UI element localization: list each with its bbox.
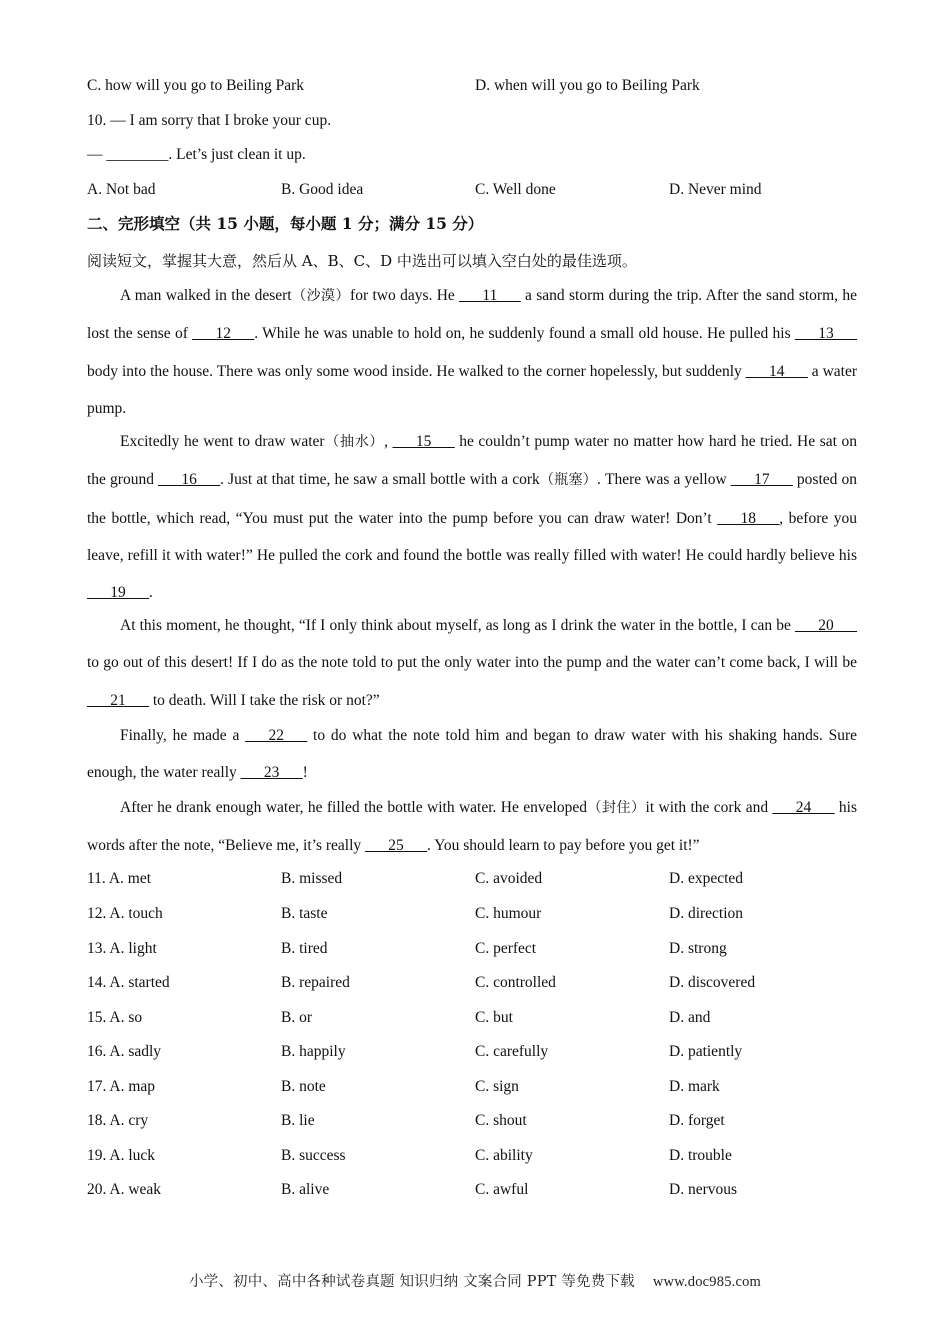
footer-text: 小学、初中、高中各种试卷真题 知识归纳 文案合同 PPT 等免费下载: [188, 1274, 635, 1290]
question-17-options: [87, 1077, 857, 1097]
option-c: C. controlled: [475, 974, 556, 991]
option-a: 19. A. luck: [87, 1147, 156, 1164]
question-12-options: [87, 904, 857, 924]
blank-21: ___21___: [87, 691, 149, 709]
footer-link[interactable]: www.doc985.com: [652, 1274, 762, 1290]
option-b: B. missed: [281, 870, 343, 887]
blank-24: ___24___: [772, 799, 835, 816]
question-9-options: [87, 76, 857, 96]
option-c: C. humour: [475, 905, 542, 922]
section-instruction: 阅读短文，掌握其大意，然后从 A、B、C、D 中选出可以填入空白处的最佳选项。: [87, 252, 637, 270]
page-footer: [0, 1270, 950, 1291]
option-b: B. repaired: [281, 974, 350, 991]
option-c: C. how will you go to Beiling Park: [87, 77, 304, 94]
question-14-options: [87, 973, 857, 993]
passage-paragraph-3: At this moment, he thought, “If I only think about myself, as long as I drink the water in the bottle, I can be ___20___ to go out of this desert! If I do as the note told to put the only water into the pump and the water can’t come back, I will be ___21___ to death. Will I take the risk or not?”: [87, 617, 857, 709]
option-a: 14. A. started: [87, 974, 170, 991]
option-b: B. success: [281, 1147, 346, 1164]
passage-paragraph-5: After he drank enough water, he filled the bottle with water. He enveloped（封住）it with the cork and ___24___ his words after the note, “Believe me, it’s really ___25___. You should learn to pay before you get it!”: [87, 799, 857, 855]
option-a: 16. A. sadly: [87, 1043, 162, 1060]
passage-paragraph-2: Excitedly he went to draw water（抽水）, ___15___ he couldn’t pump water no matter how hard he tried. He sat on the ground ___16___. Just at that time, he saw a small bottle with a cork（瓶塞）. There was a yellow ___17___ posted on the bottle, which read, “You must put the water into the pump before you can draw water! Don’t ___18___, before you leave, refill it with water!” He pulled the cork and found the bottle was really filled with water! He could hardly believe his ___19___.: [87, 433, 858, 602]
option-b: B. alive: [281, 1181, 330, 1198]
option-a: 13. A. light: [87, 940, 157, 957]
passage-paragraph-1: A man walked in the desert（沙漠）for two days. He ___11___ a sand storm during the trip. After the sand storm, he lost the sense of ___12___. While he was unable to hold on, he suddenly found a small old house. He pulled his ___13___ body into the house. There was only some wood inside. He walked to the corner hopelessly, but suddenly ___14___ a water pump.: [87, 287, 857, 417]
option-b: B. Good idea: [281, 181, 364, 198]
question-19-options: [87, 1146, 857, 1166]
option-a: A. Not bad: [87, 181, 156, 198]
option-d: D. when will you go to Beiling Park: [475, 77, 700, 94]
blank-17: ___17___: [730, 471, 793, 489]
option-c: C. shout: [475, 1112, 527, 1129]
option-b: B. tired: [281, 940, 328, 957]
option-c: C. avoided: [475, 870, 543, 887]
option-a: 18. A. cry: [87, 1112, 149, 1129]
option-a: 11. A. met: [87, 870, 152, 887]
blank-20: ___20___: [795, 617, 857, 634]
option-a: 12. A. touch: [87, 905, 163, 922]
question-20-options: [87, 1180, 857, 1200]
section-heading: 二、完形填空（共 15 小题，每小题 1 分；满分 15 分）: [87, 214, 484, 233]
question-10-options: [87, 180, 857, 200]
blank-12: ___12___: [192, 325, 255, 343]
blank-23: ___23___: [240, 764, 303, 782]
question-16-options: [87, 1042, 857, 1062]
option-c: C. sign: [475, 1078, 519, 1095]
option-d: D. expected: [669, 870, 744, 887]
blank-16: ___16___: [158, 471, 221, 489]
option-d: D. direction: [669, 905, 744, 922]
option-d: D. and: [669, 1009, 711, 1026]
question-10-reply: — ________. Let’s just clean it up.: [87, 146, 306, 163]
question-10-stem: 10. — I am sorry that I broke your cup.: [87, 112, 332, 129]
option-d: D. patiently: [669, 1043, 743, 1060]
question-18-options: [87, 1111, 857, 1131]
option-a: 17. A. map: [87, 1078, 156, 1095]
option-b: B. taste: [281, 905, 328, 922]
option-c: C. ability: [475, 1147, 533, 1164]
passage-paragraph-4: Finally, he made a ___22___ to do what the note told him and began to draw water with his shaking hands. Sure enough, the water really ___23___!: [87, 727, 857, 782]
option-b: B. note: [281, 1078, 326, 1095]
option-d: D. nervous: [669, 1181, 738, 1198]
option-a: 15. A. so: [87, 1009, 143, 1026]
question-13-options: [87, 939, 857, 959]
option-c: C. carefully: [475, 1043, 549, 1060]
option-b: B. happily: [281, 1043, 346, 1060]
blank-13: ___13___: [794, 325, 857, 343]
option-c: C. but: [475, 1009, 513, 1026]
blank-18: ___18___: [717, 509, 780, 527]
option-d: D. discovered: [669, 974, 756, 991]
question-15-options: [87, 1008, 857, 1028]
blank-15: ___15___: [392, 433, 455, 450]
option-c: C. perfect: [475, 940, 537, 957]
blank-25: ___25___: [365, 837, 428, 855]
option-a: 20. A. weak: [87, 1181, 162, 1198]
question-11-options: [87, 869, 857, 889]
blank-14: ___14___: [745, 362, 808, 380]
option-d: D. strong: [669, 940, 727, 957]
option-b: B. lie: [281, 1112, 315, 1129]
option-d: D. trouble: [669, 1147, 732, 1164]
option-b: B. or: [281, 1009, 312, 1026]
blank-11: ___11___: [459, 287, 521, 304]
blank-19: ___19___: [87, 584, 149, 602]
blank-22: ___22___: [245, 727, 308, 744]
option-c: C. awful: [475, 1181, 529, 1198]
option-d: D. forget: [669, 1112, 725, 1129]
option-c: C. Well done: [475, 181, 556, 198]
option-d: D. Never mind: [669, 181, 762, 198]
option-d: D. mark: [669, 1078, 720, 1095]
